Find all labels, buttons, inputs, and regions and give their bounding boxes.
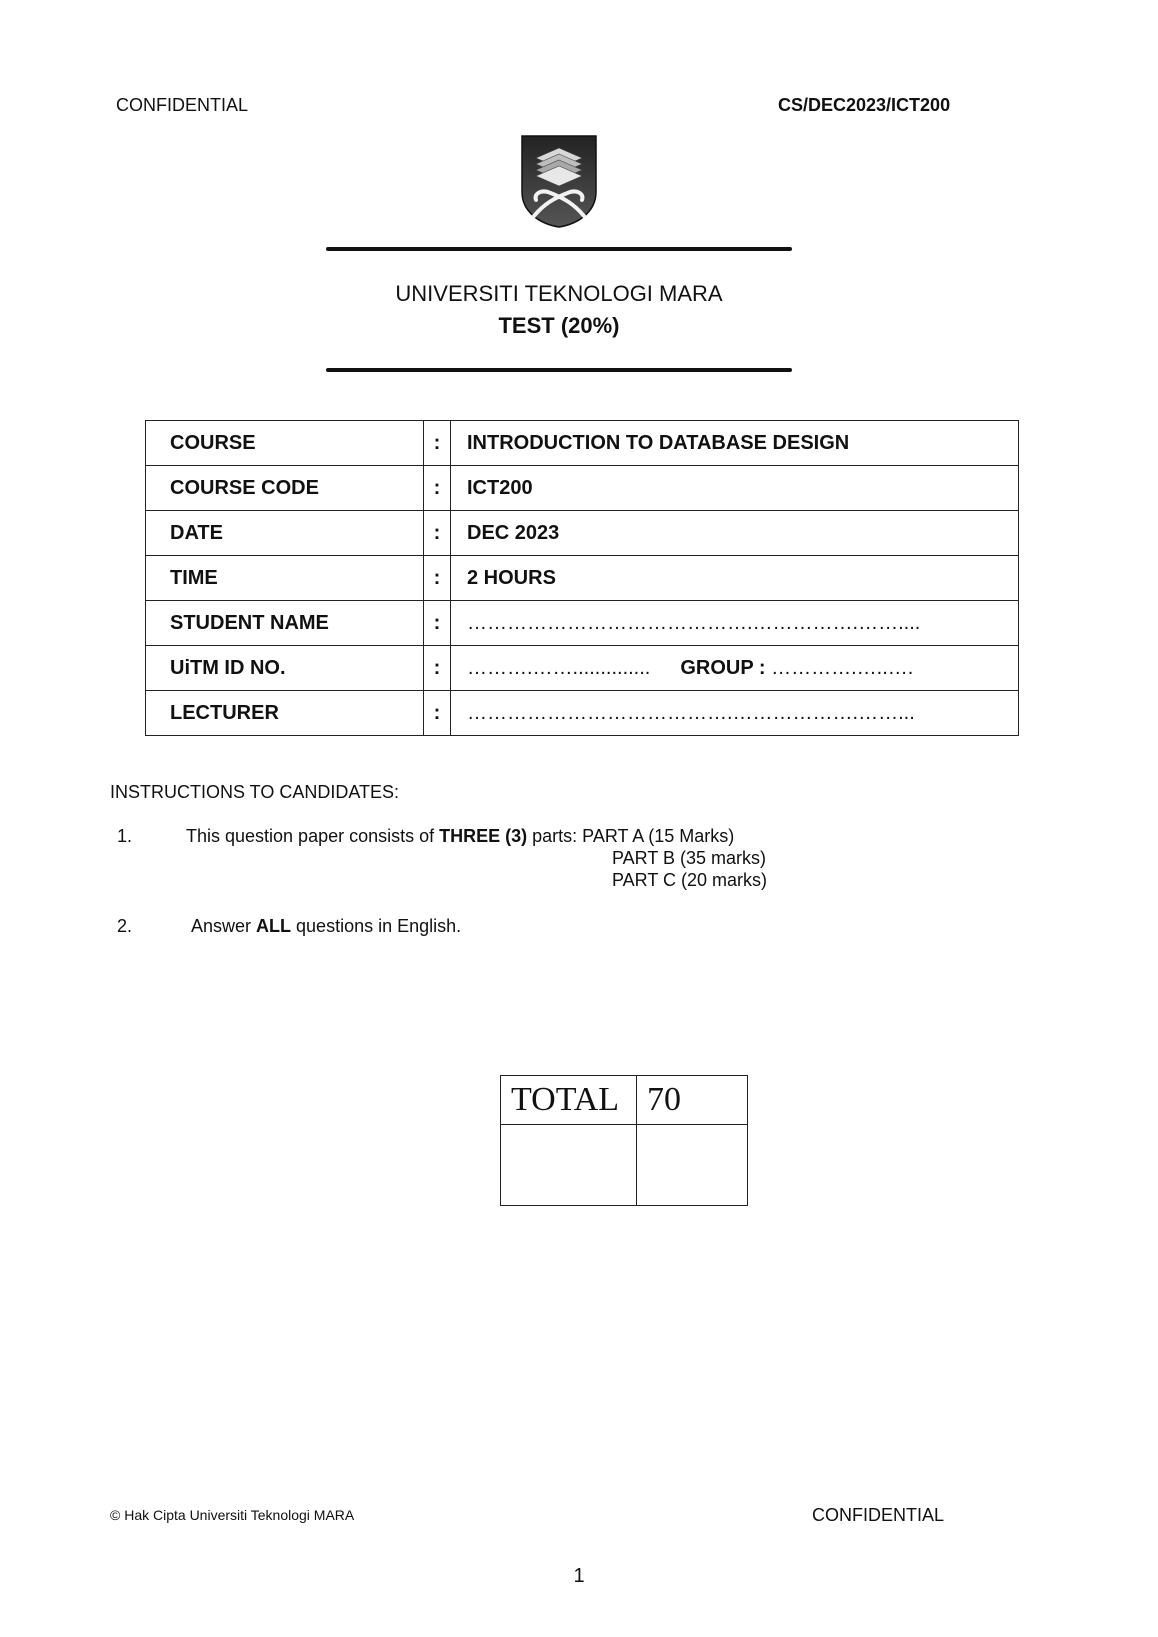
total-label: TOTAL	[501, 1076, 637, 1125]
instruction-1-pre: This question paper consists of	[186, 826, 440, 846]
row-label: STUDENT NAME	[146, 601, 424, 646]
row-label: COURSE	[146, 421, 424, 466]
lecturer-field[interactable]	[451, 691, 1019, 736]
group-label: GROUP :	[680, 656, 766, 679]
table-row	[501, 1076, 748, 1125]
instruction-1-text	[186, 826, 734, 847]
score-cell-right[interactable]	[637, 1125, 748, 1206]
row-label: COURSE CODE	[146, 466, 424, 511]
instruction-2-text	[191, 916, 461, 937]
page-number: 1	[573, 1565, 585, 1587]
table-row	[501, 1125, 748, 1206]
row-separator: :	[424, 511, 451, 556]
row-separator: :	[424, 466, 451, 511]
header-document-code: CS/DEC2023/ICT200	[778, 95, 951, 115]
footer-confidential: CONFIDENTIAL	[812, 1505, 945, 1525]
time-value: 2 HOURS	[451, 556, 1019, 601]
instruction-1-post: parts: PART A (15 Marks)	[527, 826, 735, 846]
lecturer-dots: ………………………………….……………….……...	[467, 701, 915, 724]
top-divider	[326, 247, 792, 251]
instruction-2-post: questions in English.	[291, 916, 462, 936]
row-separator: :	[424, 556, 451, 601]
table-row	[146, 646, 1019, 691]
university-name: UNIVERSITI TEKNOLOGI MARA	[395, 281, 723, 306]
table-row	[146, 421, 1019, 466]
instruction-2-number: 2.	[117, 916, 133, 936]
score-cell-left[interactable]	[501, 1125, 637, 1206]
uitm-id-dots: ……….……..............	[467, 656, 651, 679]
student-name-field[interactable]	[451, 601, 1019, 646]
footer-copyright: © Hak Cipta Universiti Teknologi MARA	[110, 1507, 355, 1523]
instruction-1-number: 1.	[117, 826, 133, 846]
course-code-value: ICT200	[451, 466, 1019, 511]
row-separator: :	[424, 646, 451, 691]
table-row	[146, 691, 1019, 736]
uitm-id-field[interactable]	[451, 646, 1019, 691]
uitm-crest-icon	[520, 134, 598, 228]
row-separator: :	[424, 421, 451, 466]
course-value: INTRODUCTION TO DATABASE DESIGN	[451, 421, 1019, 466]
instructions-heading: INSTRUCTIONS TO CANDIDATES:	[110, 782, 400, 802]
instruction-1-part-c: PART C (20 marks)	[612, 870, 768, 890]
group-dots: ………….…..….	[771, 656, 914, 679]
instruction-1-part-b: PART B (35 marks)	[612, 848, 767, 868]
row-separator: :	[424, 601, 451, 646]
row-label: DATE	[146, 511, 424, 556]
header-confidential: CONFIDENTIAL	[116, 95, 249, 115]
row-label: LECTURER	[146, 691, 424, 736]
row-label: TIME	[146, 556, 424, 601]
row-separator: :	[424, 691, 451, 736]
date-value: DEC 2023	[451, 511, 1019, 556]
instruction-2-bold: ALL	[256, 916, 292, 936]
row-label: UiTM ID NO.	[146, 646, 424, 691]
student-name-dots: …………………………………….…………….……....	[467, 611, 921, 634]
table-row	[146, 466, 1019, 511]
total-marks-box	[500, 1075, 748, 1206]
table-row	[146, 601, 1019, 646]
table-row	[146, 511, 1019, 556]
total-value: 70	[637, 1076, 748, 1125]
instruction-2-pre: Answer	[191, 916, 257, 936]
bottom-divider	[326, 368, 792, 372]
table-row	[146, 556, 1019, 601]
test-title: TEST (20%)	[498, 313, 620, 338]
instruction-1-bold: THREE (3)	[439, 826, 528, 846]
course-info-table	[145, 420, 1019, 736]
